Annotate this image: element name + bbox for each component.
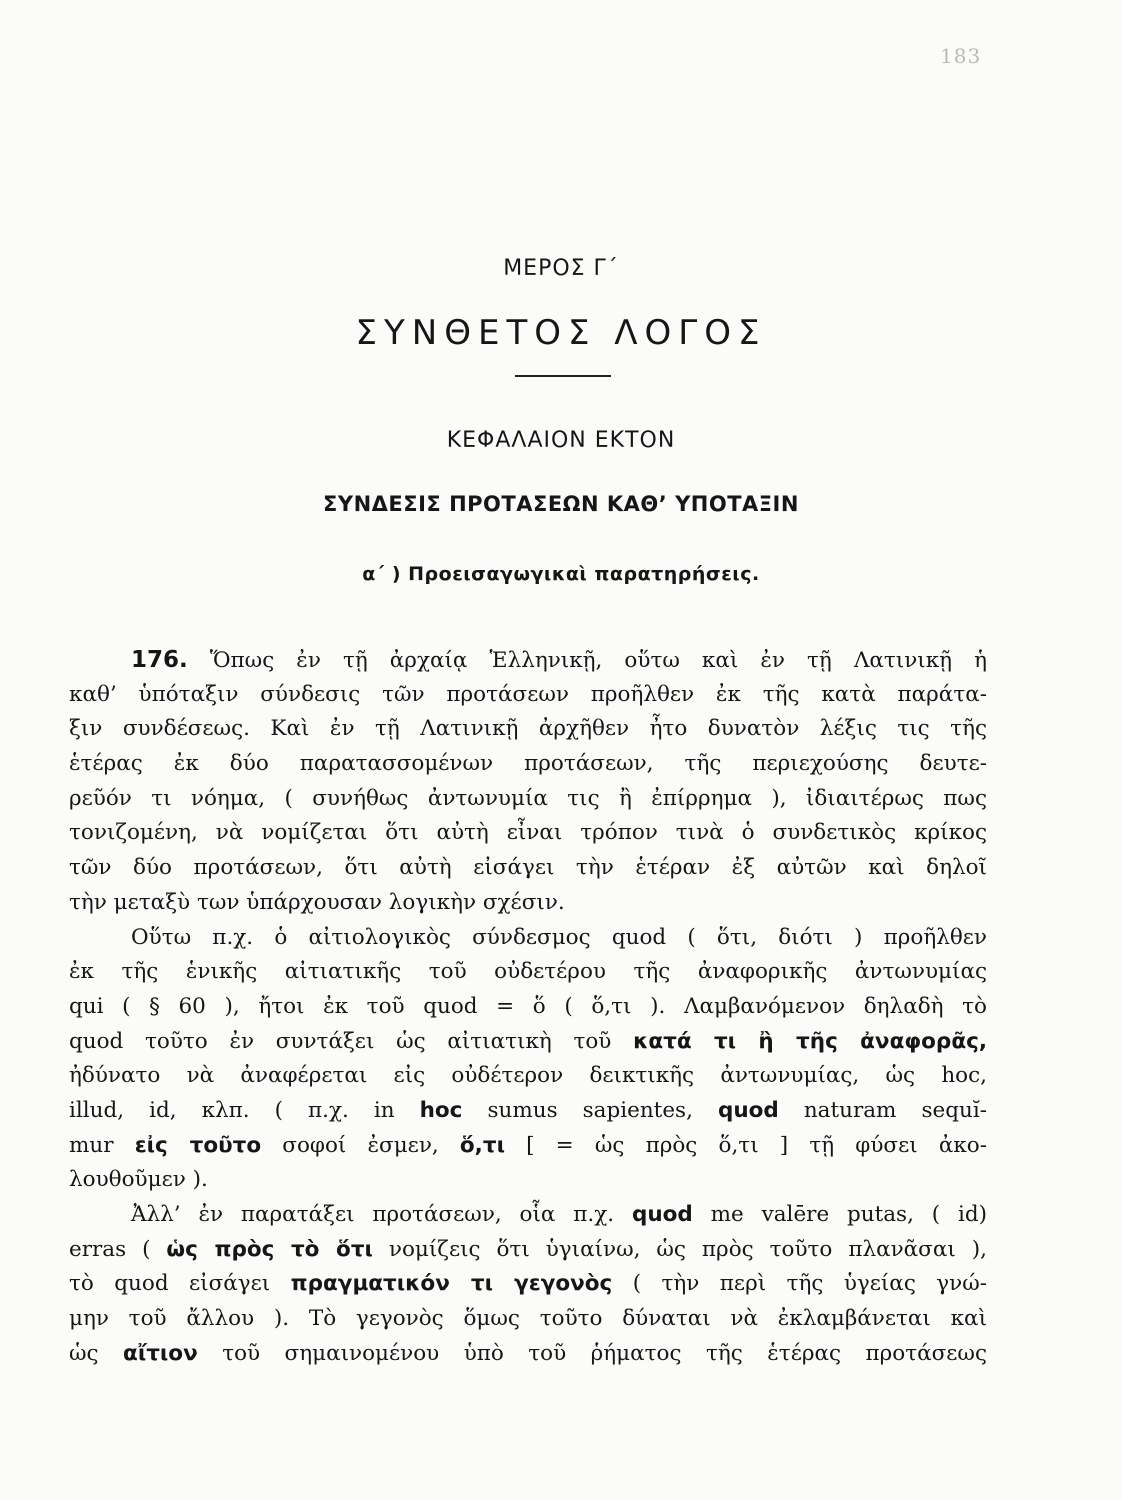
text-line bbox=[69, 1129, 987, 1164]
text-line bbox=[69, 1267, 987, 1302]
emphasis: αἴτιον bbox=[123, 1340, 198, 1366]
emphasis: hoc bbox=[419, 1097, 463, 1123]
text-line: ρεῦόν τι νόημα, ( συνήθως ἀντωνυμία τις ἢ ἐπίρρημα ), ἰδιαιτέρως πως bbox=[69, 785, 987, 811]
line-text: quod τοῦτο ἐν συντάξει ὡς αἰτιατικὴ τοῦ bbox=[69, 1028, 612, 1054]
emphasis: εἰς τοῦτο bbox=[134, 1132, 262, 1158]
line-text: [ = ὡς πρὸς ὅ,τι ] τῇ φύσει ἀκο- bbox=[526, 1132, 987, 1158]
text-line: ξιν συνδέσεως. Καὶ ἐν τῇ Λατινικῇ ἀρχῆθεν ἦτο δυνατὸν λέξις τις τῆς bbox=[69, 716, 987, 742]
text-line bbox=[69, 1025, 987, 1060]
emphasis: ὡς πρὸς τὸ ὅτι bbox=[166, 1236, 373, 1262]
line-text: ( τὴν περὶ τῆς ὑγείας γνώ- bbox=[632, 1271, 988, 1297]
text-line bbox=[69, 643, 987, 678]
emphasis: quod bbox=[631, 1202, 693, 1227]
emphasis: quod bbox=[717, 1097, 779, 1123]
paragraph-number: 176. bbox=[131, 647, 188, 673]
text-line: καθ’ ὑπόταξιν σύνδεσις τῶν προτάσεων προῆλθεν ἐκ τῆς κατὰ παράτα- bbox=[69, 681, 987, 707]
line-text: νομίζεις ὅτι ὑγιαίνω, ὡς πρὸς τοῦτο πλανᾶσαι ), bbox=[388, 1236, 987, 1262]
title-divider bbox=[515, 375, 611, 377]
part-heading: ΜΕΡΟΣ Γ΄ bbox=[503, 256, 619, 281]
text-line: λουθοῦμεν ). bbox=[69, 1167, 208, 1193]
line-text: σοφοί ἐσμεν, bbox=[282, 1132, 439, 1158]
line-text: ὡς bbox=[69, 1340, 99, 1366]
text-line: μην τοῦ ἄλλου ). Τὸ γεγονὸς ὅμως τοῦτο δύναται νὰ ἐκλαμβάνεται καὶ bbox=[69, 1306, 987, 1332]
line-text: Ἀλλ’ ἐν παρατάξει προτάσεων, οἷα π.χ. bbox=[131, 1202, 615, 1227]
subsection-heading: α΄ ) Προεισαγωγικαὶ παρατηρήσεις. bbox=[362, 563, 760, 585]
line-text: me valēre putas, ( id) bbox=[710, 1202, 988, 1227]
text-line: ἑτέρας ἐκ δύο παρατασσομένων προτάσεων, τῆς περιεχούσης δευτε- bbox=[69, 751, 987, 777]
emphasis: ὅ,τι bbox=[459, 1132, 505, 1158]
line-text: Ὅπως ἐν τῇ ἀρχαίᾳ Ἑλληνικῇ, οὕτω καὶ ἐν τῇ Λατινικῇ ἡ bbox=[209, 648, 987, 673]
text-line bbox=[69, 1233, 987, 1268]
text-line: qui ( § 60 ), ἤτοι ἐκ τοῦ quod = ὅ ( ὅ,τι ). Λαμβανόμενον δηλαδὴ τὸ bbox=[69, 993, 987, 1019]
section-heading: ΣΥΝΔΕΣΙΣ ΠΡΟΤΑΣΕΩΝ ΚΑΘ’ ΥΠΟΤΑΞΙΝ bbox=[323, 492, 799, 516]
line-text: naturam sequĭ- bbox=[803, 1097, 987, 1123]
text-line bbox=[69, 1198, 987, 1233]
page-number: 183 bbox=[940, 44, 982, 68]
text-line: τῶν δύο προτάσεων, ὅτι αὐτὴ εἰσάγει τὴν ἑτέραν ἐξ αὐτῶν καὶ δηλοῖ bbox=[69, 855, 987, 881]
book-title: ΣΥΝΘΕΤΟΣ ΛΟΓΟΣ bbox=[355, 313, 767, 353]
text-line: τὴν μεταξὺ των ὑπάρχουσαν λογικὴν σχέσιν. bbox=[69, 889, 565, 915]
text-line: Οὕτω π.χ. ὁ αἰτιολογικὸς σύνδεσμος quod ( ὅτι, διότι ) προῆλθεν bbox=[131, 924, 987, 950]
text-line: τονιζομένη, νὰ νομίζεται ὅτι αὐτὴ εἶναι τρόπον τινὰ ὁ συνδετικὸς κρίκος bbox=[69, 820, 987, 846]
body-text bbox=[69, 643, 987, 1371]
line-text: mur bbox=[69, 1132, 114, 1158]
text-line: ἐκ τῆς ἑνικῆς αἰτιατικῆς τοῦ οὐδετέρου τῆς ἀναφορικῆς ἀντωνυμίας bbox=[69, 959, 987, 985]
text-line bbox=[69, 1094, 987, 1129]
line-text: sumus sapientes, bbox=[487, 1097, 693, 1123]
line-text: τὸ quod εἰσάγει bbox=[69, 1271, 271, 1297]
text-line bbox=[69, 1337, 987, 1372]
line-text: illud, id, κλπ. ( π.χ. in bbox=[69, 1097, 395, 1123]
chapter-heading: ΚΕΦΑΛΑΙΟΝ ΕΚΤΟΝ bbox=[446, 428, 676, 453]
emphasis: πραγματικόν τι γεγονὸς bbox=[290, 1271, 613, 1297]
text-line: ἠδύνατο νὰ ἀναφέρεται εἰς οὐδέτερον δεικτικῆς ἀντωνυμίας, ὡς hoc, bbox=[69, 1063, 987, 1089]
line-text: erras ( bbox=[69, 1236, 151, 1262]
line-text: τοῦ σημαινομένου ὑπὸ τοῦ ῥήματος τῆς ἑτέρας προτάσεως bbox=[222, 1340, 988, 1366]
emphasis: κατά τι ἢ τῆς ἀναφορᾶς, bbox=[633, 1028, 988, 1054]
